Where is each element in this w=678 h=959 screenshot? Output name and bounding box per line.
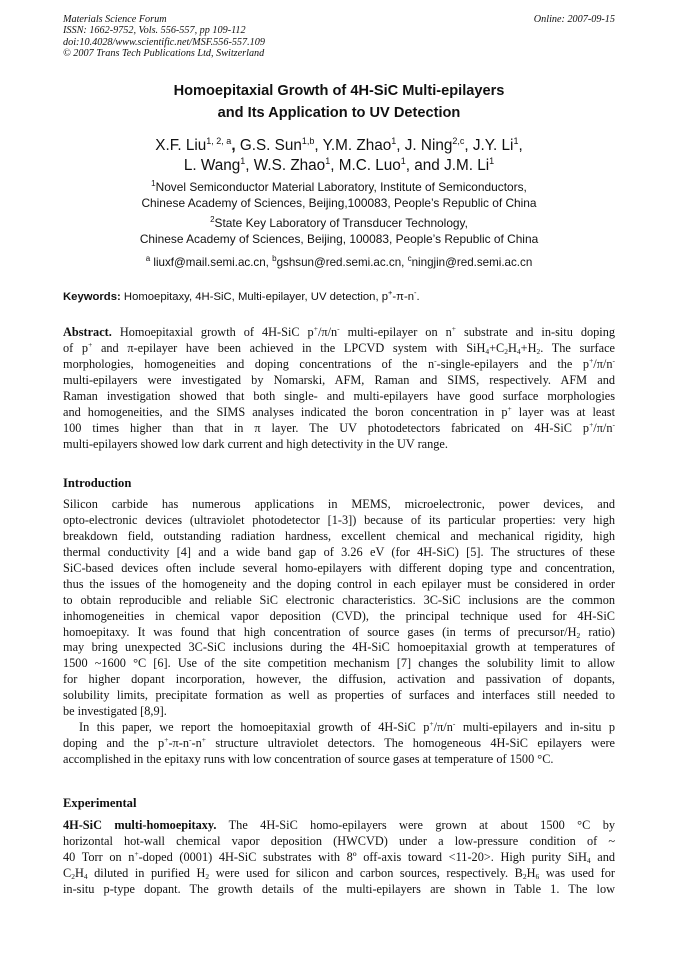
author: L. Wang (183, 156, 241, 174)
email-c: ningjin@red.semi.ac.cn (411, 256, 533, 269)
affiliation-1-line-2: Chinese Academy of Sciences, Beijing,100083, People’s Republic of China (141, 195, 537, 210)
journal-name: Materials Science Forum (63, 14, 167, 25)
online-date: Online: 2007-09-15 (533, 14, 615, 25)
keywords: Keywords: Homoepitaxy, 4H-SiC, Multi-epilayer, UV detection, p+-π-n-. (63, 288, 420, 303)
experimental-heading: Experimental (63, 796, 137, 810)
introduction-heading: Introduction (63, 476, 132, 490)
email-b: gshsun@red.semi.ac.cn, (276, 256, 405, 269)
author-sup: 2,c (452, 136, 465, 146)
abstract-label: Abstract. (63, 325, 112, 339)
author-sup: 1 (489, 155, 495, 166)
keywords-label: Keywords: (63, 291, 121, 303)
doi-line: doi:10.4028/www.scientific.net/MSF.556-557.109 (63, 36, 265, 48)
author-sup: 1, 2, a (206, 136, 232, 146)
author: Y.M. Zhao (322, 137, 392, 154)
author: M.C. Luo (338, 156, 401, 174)
author: X.F. Liu (155, 137, 207, 154)
author-sup: 1 (391, 136, 397, 146)
paper-title (0, 80, 678, 124)
keywords-text: Homoepitaxy, 4H-SiC, Multi-epilayer, UV detection, p (123, 291, 389, 303)
affiliation-2-line-1: State Key Laboratory of Transducer Technology, (214, 216, 468, 230)
abstract: Abstract. Homoepitaxial growth of 4H-SiC p+/π/n- multi-epilayer on n+ substrate and in-situ doping of p+ and π-epilayer have been achieved in the LPCVD system with $SiH_4+C_2H_4+H_2$. The surface morphologies, homogeneities and doping concentrations of the n--single-epilayers and the p+/π/n- multi-epilayers were investigated by Nomarski, AFM, Raman and SIMS, respectively. AFM and Raman investigation showed that both single- and multi-epilayers have good surface morphologies and homogeneities, and the SIMS analyses indicated the boron concentration in p+ layer was at least 100 times higher than that in π layer. The UV photodetectors fabricated on 4H-SiC p+/π/n- multi-epilayers showed low dark current and high detectivity in the UV range. (63, 324, 616, 451)
title-line-2: and Its Application to UV Detection (217, 105, 461, 121)
email-list: $^a$ liuxf@mail.semi.ac.cn, $^b$gshsun@red.semi.ac.cn, $^c$ningjin@red.semi.ac.cn (145, 254, 533, 269)
author: W.S. Zhao (253, 156, 326, 174)
author-sup: 1 (513, 136, 519, 146)
author-sup: 1,b (301, 136, 315, 146)
subsection-label: 4H-SiC multi-homoepitaxy. (63, 818, 217, 832)
author: G.S. Sun (239, 137, 302, 154)
author-separator: , (231, 137, 236, 154)
affiliation-2: $^2$State Key Laboratory of Transducer Technology, Chinese Academy of Sciences, Beijing, 100083, People’s Republic of China (0, 216, 678, 247)
author-sup: 1 (240, 155, 246, 166)
introduction-body: Silicon carbide has numerous applications in MEMS, microelectronic, power devices, and opto-electronic devices (ultraviolet photodetector [1-3]) because of its particular properties: very high breakdown field, outstanding radiation hardness, excellent chemical and mechanical rigidity, high thermal conductivity [4] and a wide band gap of 3.26 eV (for 4H-SiC) [5]. The structures of these SiC-based devices often include several homo-epilayers with different doping type and concentration, thus the issues of the homogeneity and the doping control in each epilayer must be considered in order to obtain reproducible and reliable SiC electronic characteristics. 3C-SiC inclusions are the common inhomogeneities in chemical vapor deposition (CVD), the principal technique used for 4H-SiC homoepitaxy. It was found that high concentration of source gases (in terms of precursor/$H_2$ ratio) may bring unexpected 3C-SiC inclusions during the 4H-SiC homoepitaxial growth at temperatures of 1500 ~1600 °C [6]. Use of the site competition mechanism [7] changes the solubility limit to allow for higher dopant incorporation, however, the diffusion, activation and passivation of dopants, solubility limits, precipitate formation as well as properties of surfaces and interfaces still needed to be investigated [8,9]. In this paper, we report the homoepitaxial growth of 4H-SiC p+/π/n- multi-epilayers and in-situ p doping and the p+-π-n--n+ structure ultraviolet detectors. The homogeneous 4H-SiC epilayers were accomplished in the epitaxy runs with low concentration of source gases at temperature of 1500 °C. (63, 497, 616, 766)
journal-header (63, 14, 615, 59)
affiliation-2-line-2: Chinese Academy of Sciences, Beijing, 100083, People’s Republic of China (139, 231, 539, 246)
author: J.Y. Li (472, 137, 514, 154)
affiliation-1: $^1$Novel Semiconductor Material Laboratory, Institute of Semiconductors, Chinese Academy of Sciences, Beijing,100083, People’s Republic of China (0, 180, 678, 211)
affiliation-1-line-1: Novel Semiconductor Material Laboratory, Institute of Semiconductors, (155, 180, 527, 194)
title-line-1: Homoepitaxial Growth of 4H-SiC Multi-epilayers (173, 83, 505, 99)
author: J.M. Li (444, 156, 490, 174)
author-sup: 1 (400, 155, 406, 166)
author-list: X.F. Liu$^{1, 2, a}$, G.S. Sun$^{1,b}$, Y.M. Zhao$^1$, J. Ning$^{2,c}$, J.Y. Li$^1$, L. Wang$^1$, W.S. Zhao$^1$, M.C. Luo$^1$, and J.M. Li$^1$ (155, 136, 523, 174)
copyright-line: © 2007 Trans Tech Publications Ltd, Switzerland (63, 47, 265, 59)
author: J. Ning (404, 137, 453, 154)
email-a: liuxf@mail.semi.ac.cn, (153, 256, 269, 269)
author-sup: 1 (325, 155, 331, 166)
experimental-body: 4H-SiC multi-homoepitaxy. The 4H-SiC homo-epilayers were grown at about 1500 °C by horizontal hot-wall chemical vapor deposition (HWCVD) under a low-pressure condition of ~ 40 Torr on n+-doped (0001) 4H-SiC substrates with 8º off-axis toward <11-20>. High purity SiH$_4$ and $C_2H_4$ diluted in purified $H_2$ were used for silicon and carbon sources, respectively. $B_2H_6$ was used for in-situ p-type dopant. The growth details of the multi-epilayers are shown in Table 1. The low (63, 818, 615, 896)
issn-line: ISSN: 1662-9752, Vols. 556-557, pp 109-112 (63, 25, 246, 37)
